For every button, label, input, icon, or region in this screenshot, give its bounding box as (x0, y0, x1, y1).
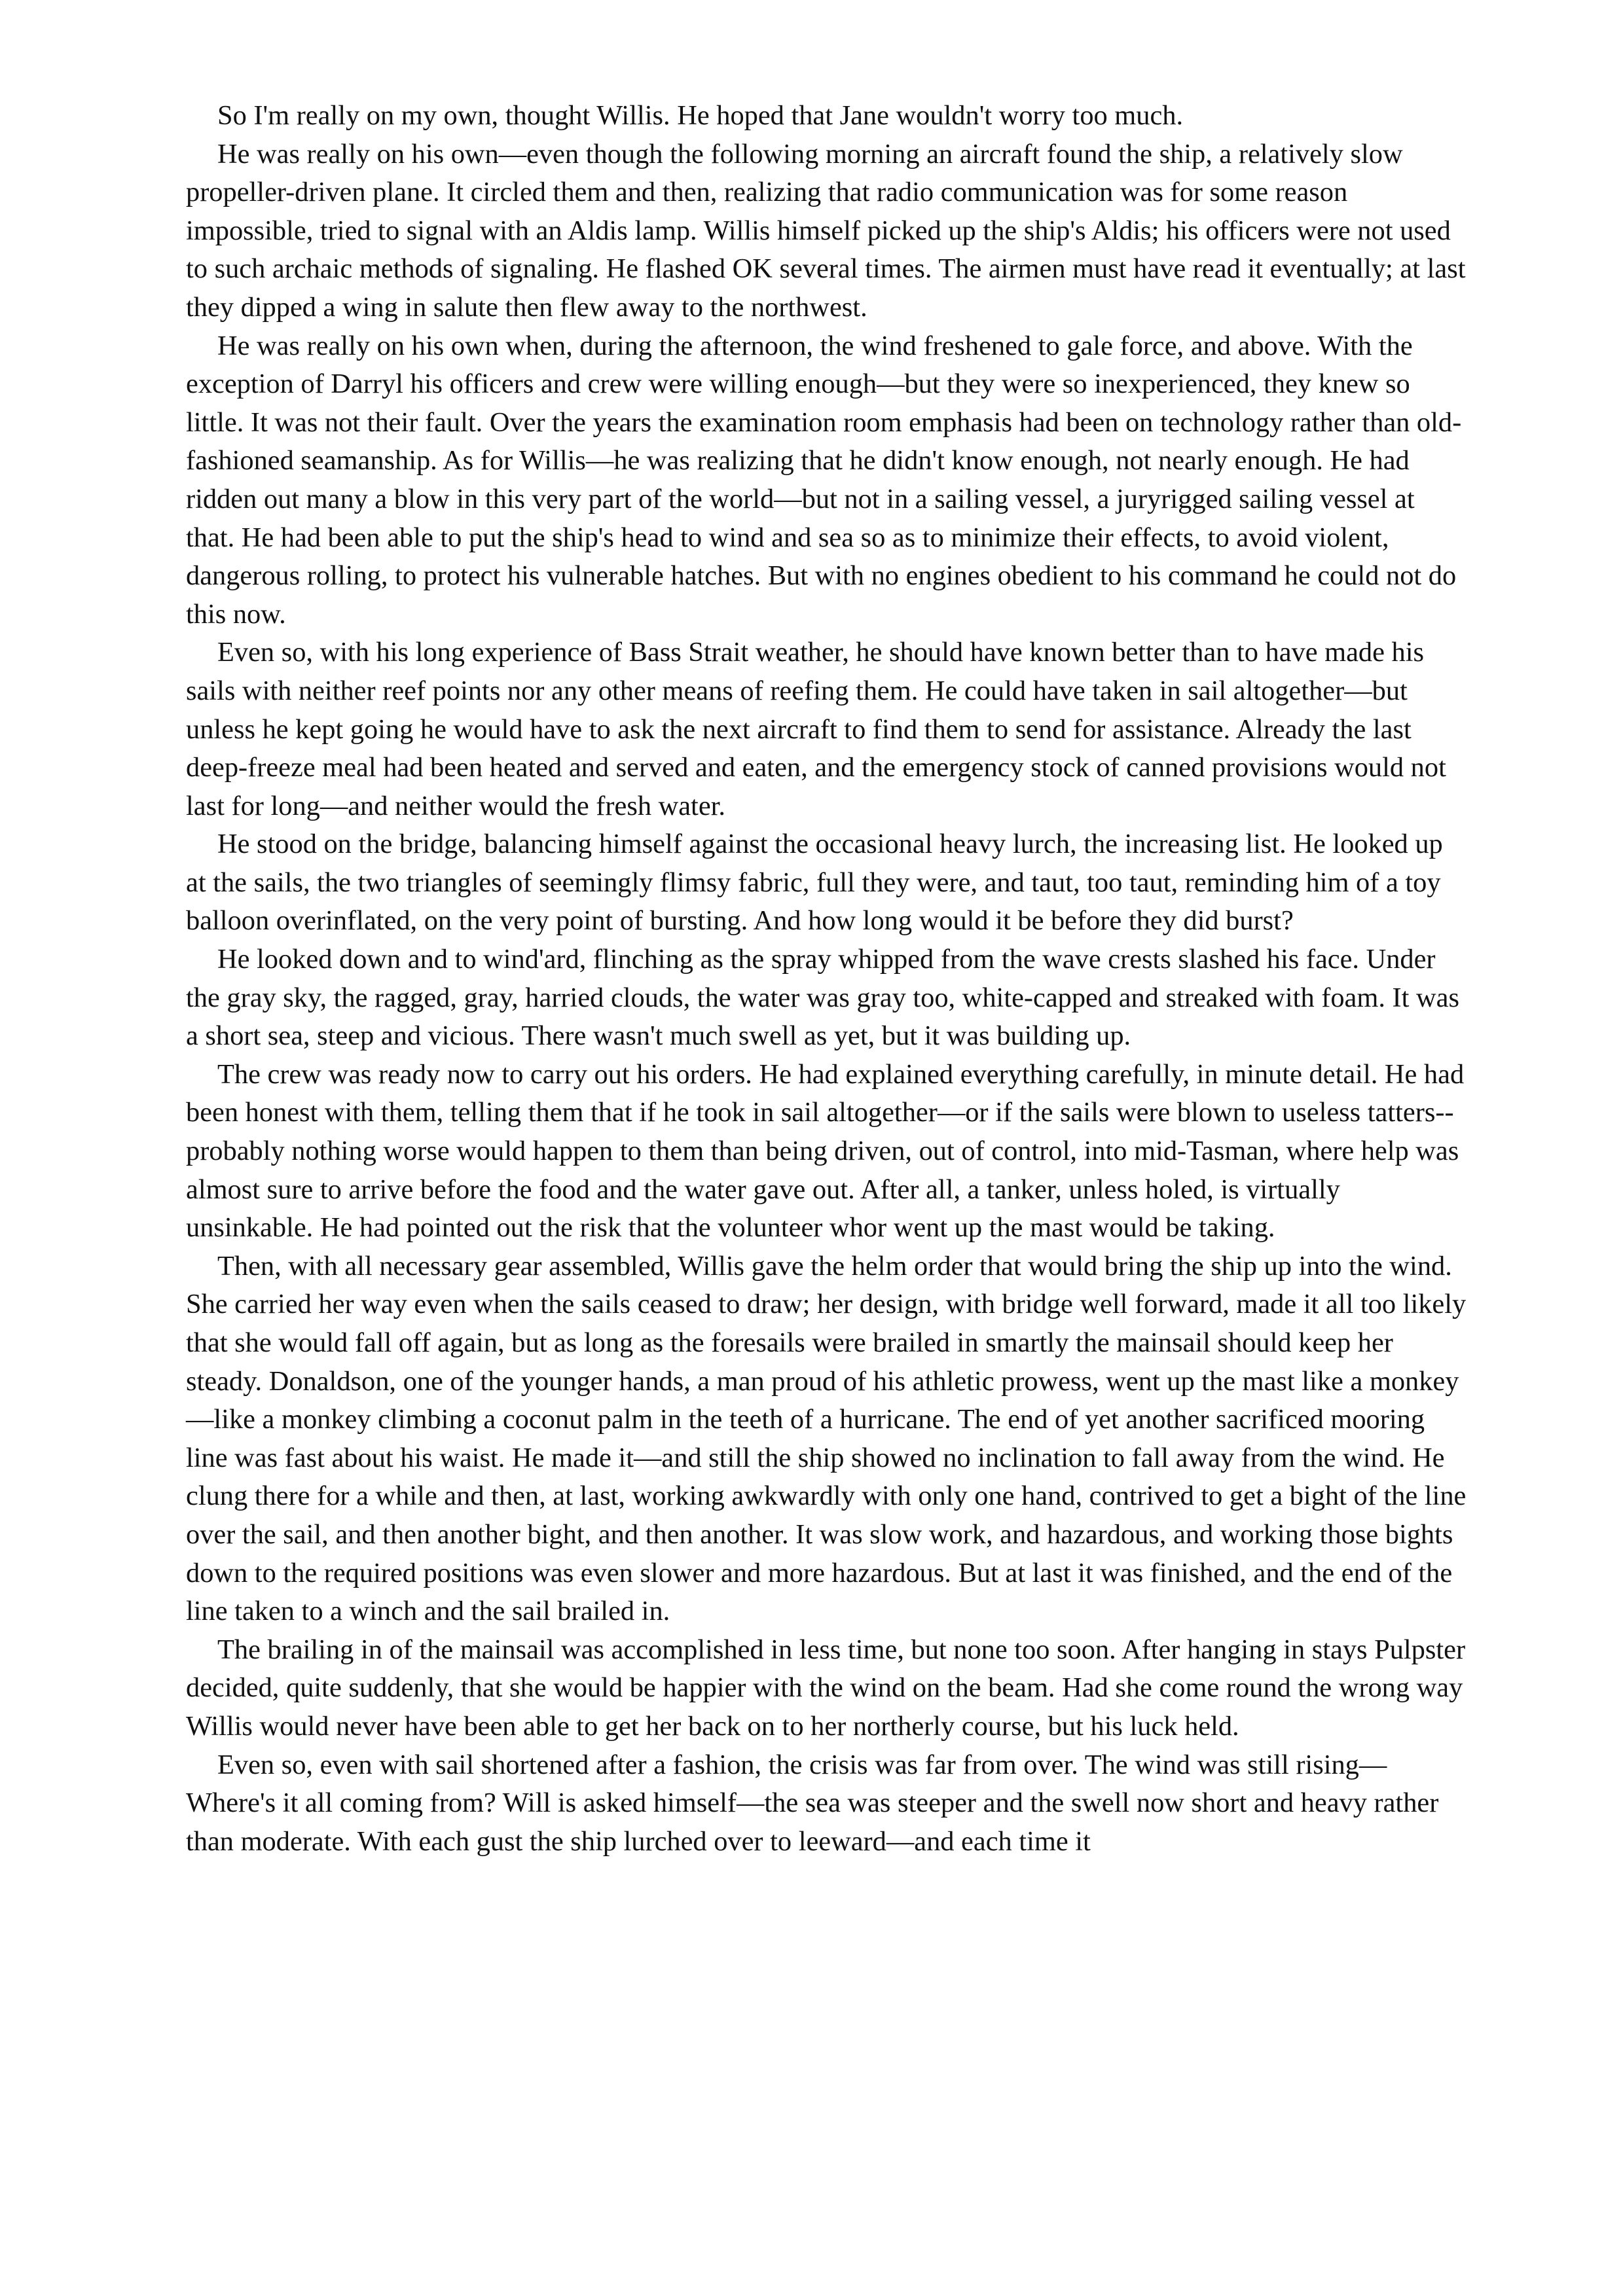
paragraph: He stood on the bridge, balancing himself against the occasional heavy lurch, the increasing list. He looked up at the sails, the two triangles of seemingly flimsy fabric, full they were, and taut, too taut, reminding him of a toy balloon overinflated, on the very point of bursting. And how long would it be before they did burst? (186, 829, 1443, 937)
paragraph: He was really on his own—even though the following morning an aircraft found the ship, a relatively slow propeller-driven plane. It circled them and then, realizing that radio communication was for some reason impossible, tried to signal with an Aldis lamp. Willis himself picked up the ship's Aldis; his officers were not used to such archaic methods of signaling. He flashed OK several times. The airmen must have read it eventually; at last they dipped a wing in salute then flew away to the northwest. (186, 138, 1466, 323)
paragraph: Even so, even with sail shortened after a fashion, the crisis was far from over. The wind was still rising—Where's it all coming from? Will is asked himself—the sea was steeper and the swell now short and heavy rather than moderate. With each gust the ship lurched over to leeward—and each time it (186, 1749, 1439, 1857)
paragraph: Even so, with his long experience of Bass Strait weather, he should have known better than to have made his sails with neither reef points nor any other means of reefing them. He could have taken in sail altogether—but unless he kept going he would have to ask the next aircraft to find them to send for assistance. Already the last deep-freeze meal had been heated and served and eaten, and the emergency stock of canned provisions would not last for long—and neither would the fresh water. (186, 637, 1446, 821)
paragraph: Then, with all necessary gear assembled, Willis gave the helm order that would bring the ship up into the wind. She carried her way even when the sails ceased to draw; her design, with bridge well forward, made it all too likely that she would fall off again, but as long as the foresails were brailed in smartly the mainsail should keep her steady. Donaldson, one of the younger hands, a man proud of his athletic prowess, went up the mast like a monkey—like a monkey climbing a coconut palm in the teeth of a hurricane. The end of yet another sacrificed mooring line was fast about his waist. He made it—and still the ship showed no inclination to fall away from the wind. He clung there for a while and then, at last, working awkwardly with only one hand, contrived to get a bight of the line over the sail, and then another bight, and then another. It was slow work, and hazardous, and working those bights down to the required positions was even slower and more hazardous. But at last it was finished, and the end of the line taken to a winch and the sail brailed in. (186, 1250, 1467, 1627)
body-text (186, 97, 1469, 1861)
paragraph: So I'm really on my own, thought Willis. He hoped that Jane wouldn't worry too much. (217, 100, 1184, 131)
paragraph: The brailing in of the mainsail was accomplished in less time, but none too soon. After hanging in stays Pulpster decided, quite suddenly, that she would be happier with the wind on the beam. Had she come round the wrong way Willis would never have been able to get her back on to her northerly course, but his luck held. (186, 1634, 1466, 1742)
paragraph: He looked down and to wind'ard, flinching as the spray whipped from the wave crests slashed his face. Under the gray sky, the ragged, gray, harried clouds, the water was gray too, white-capped and streaked with foam. It was a short sea, steep and vicious. There wasn't much swell as yet, but it was building up. (186, 944, 1459, 1052)
paragraph: The crew was ready now to carry out his orders. He had explained everything carefully, in minute detail. He had been honest with them, telling them that if he took in sail altogether—or if the sails were blown to useless tatters--probably nothing worse would happen to them than being driven, out of control, into mid-Tasman, where help was almost sure to arrive before the food and the water gave out. After all, a tanker, unless holed, is virtually unsinkable. He had pointed out the risk that the volunteer whor went up the mast would be taking. (186, 1058, 1465, 1244)
paragraph: He was really on his own when, during the afternoon, the wind freshened to gale force, and above. With the exception of Darryl his officers and crew were willing enough—but they were so inexperienced, they knew so little. It was not their fault. Over the years the examination room emphasis had been on technology rather than old- fashioned seamanship. As for Willis—he was realizing that he didn't know enough, not nearly enough. He had ridden out many a blow in this very part of the world—but not in a sailing vessel, a juryrigged sailing vessel at that. He had been able to put the ship's head to wind and sea so as to minimize their effects, to avoid violent, dangerous rolling, to protect his vulnerable hatches. But with no engines obedient to his command he could not do this now. (186, 330, 1462, 630)
